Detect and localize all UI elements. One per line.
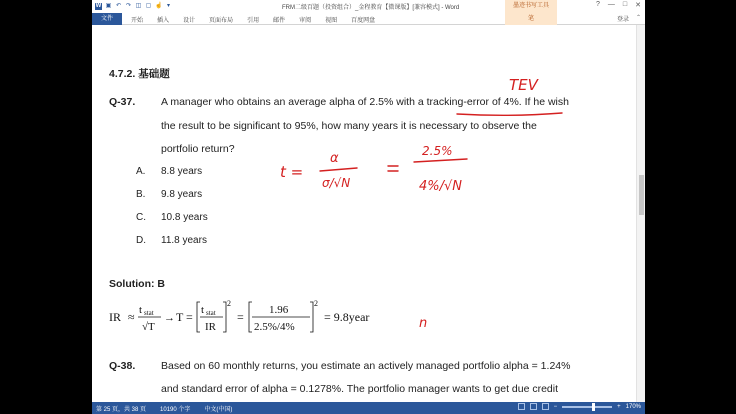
help-button[interactable]: ? <box>595 1 600 8</box>
word-logo-icon: W <box>95 3 102 9</box>
zoom-out-icon[interactable]: − <box>553 403 558 410</box>
option-c-letter: C. <box>136 212 146 223</box>
option-c-text: 10.8 years <box>161 212 208 223</box>
formula-approx: ≈ <box>128 310 135 324</box>
ink-fraction-bar-2 <box>414 159 467 162</box>
zoom-slider-knob[interactable] <box>592 403 595 411</box>
maximize-button[interactable]: □ <box>622 1 628 8</box>
document-page[interactable] <box>92 25 636 402</box>
web-layout-icon[interactable] <box>542 403 549 410</box>
option-d-text: 11.8 years <box>161 235 207 246</box>
zoom-slider[interactable] <box>562 406 612 408</box>
tab-file[interactable]: 文件 <box>92 13 122 25</box>
tab-design[interactable]: 设计 <box>183 17 196 24</box>
minimize-button[interactable]: — <box>607 1 615 8</box>
contextual-tab-title: 墨迹书写工具 <box>505 0 557 13</box>
option-d-letter: D. <box>136 235 146 246</box>
ribbon-tab-bar <box>92 13 645 25</box>
question-number-38: Q-38. <box>109 360 136 372</box>
tab-review[interactable]: 审阅 <box>299 17 312 24</box>
tab-view[interactable]: 视图 <box>325 17 338 24</box>
formula-square-2: 2 <box>314 299 318 308</box>
close-button[interactable]: ✕ <box>635 2 641 9</box>
status-right-group <box>518 403 641 410</box>
question-37-line-1: A manager who obtains an average alpha of 2.5% with a tracking-error of 4%. If he wish <box>161 96 569 108</box>
ink-denominator: 4%/√N <box>419 179 463 194</box>
formula-square-1: 2 <box>227 299 231 308</box>
tab-references[interactable]: 引用 <box>247 17 260 24</box>
section-title: 4.7.2. 基础题 <box>109 68 170 80</box>
tab-home[interactable]: 开始 <box>131 17 144 24</box>
scrollbar-thumb[interactable] <box>639 175 644 215</box>
read-mode-icon[interactable] <box>518 403 525 410</box>
formula-sqrt-t: √T <box>142 321 155 333</box>
login-link[interactable]: 登录 <box>616 17 629 23</box>
quick-access-toolbar <box>92 3 172 10</box>
question-number-37: Q-37. <box>109 96 136 108</box>
page-count[interactable]: 第 25 页，共 38 页 <box>96 406 147 413</box>
ink-numerator: 2.5% <box>422 144 453 158</box>
tab-layout[interactable]: 页面布局 <box>209 17 234 24</box>
ink-tev: TEV <box>509 76 538 94</box>
word-count[interactable]: 10190 个字 <box>160 406 191 413</box>
ink-sigma-sqrt-n: σ/√N <box>322 176 351 190</box>
ink-t-equals: t = <box>280 163 304 181</box>
title-bar <box>92 0 645 13</box>
question-37-line-3: portfolio return? <box>161 143 235 155</box>
touch-mode-icon[interactable]: ☝ <box>155 3 163 9</box>
customize-qa-icon[interactable]: ▾ <box>166 3 170 9</box>
option-b-letter: B. <box>136 189 146 200</box>
question-38-line-2: and standard error of alpha = 0.1278%. The portfolio manager wants to get due credit <box>161 383 559 395</box>
ink-equals <box>388 166 398 171</box>
tab-pen[interactable]: 笔 <box>505 13 557 25</box>
window-controls <box>596 1 641 9</box>
undo-icon[interactable]: ↶ <box>115 3 122 9</box>
formula-tstat-sub: stat <box>144 309 154 317</box>
ink-annotations <box>92 25 636 402</box>
ink-underline <box>457 113 562 115</box>
formula-tstat-2: t <box>201 304 205 316</box>
status-bar <box>92 402 645 414</box>
formula-eq-1: = <box>186 310 193 324</box>
formula-arrow: → <box>164 312 175 324</box>
tab-insert[interactable]: 插入 <box>157 17 170 24</box>
vertical-scrollbar[interactable] <box>636 25 645 402</box>
formula-t: T <box>176 310 184 324</box>
option-a-letter: A. <box>136 166 146 177</box>
zoom-in-icon[interactable]: + <box>617 403 621 410</box>
formula-tstat-sub-2: stat <box>206 309 216 317</box>
option-b-text: 9.8 years <box>161 189 203 200</box>
ribbon-tabs <box>124 13 382 25</box>
ink-fraction-bar-1 <box>320 168 357 171</box>
zoom-level[interactable]: 170% <box>625 403 641 410</box>
formula-eq-2: = <box>237 310 244 324</box>
tab-mailings[interactable]: 邮件 <box>273 17 286 24</box>
formula-ir-2: IR <box>205 321 216 333</box>
formula-numerator: 1.96 <box>269 304 289 316</box>
formula-tstat: t <box>139 304 143 316</box>
ink-alpha: α <box>330 151 339 166</box>
redo-icon[interactable]: ↷ <box>125 3 132 9</box>
print-layout-icon[interactable] <box>530 403 537 410</box>
ink-n: n <box>419 316 428 331</box>
formula-ir: IR <box>109 310 121 324</box>
question-37-line-2: the result to be significant to 95%, how many years it is necessary to observe the <box>161 120 537 132</box>
formula-denominator: 2.5%/4% <box>254 321 295 333</box>
language-indicator[interactable]: 中文(中国) <box>204 406 233 413</box>
ribbon-collapse-icon[interactable]: ⌃ <box>635 15 641 21</box>
solution-label: Solution: B <box>109 278 165 290</box>
formula-result: = 9.8year <box>324 310 370 324</box>
question-38-line-1: Based on 60 monthly returns, you estimate an actively managed portfolio alpha = 1.24% <box>161 360 571 372</box>
print-preview-icon[interactable]: ◫ <box>135 3 142 9</box>
new-doc-icon[interactable]: ▢ <box>145 3 152 9</box>
document-area[interactable] <box>92 25 645 402</box>
window-title: FRM二级百题（投资组合）_金程教育【微课版】[兼容模式] - Word <box>282 5 460 11</box>
save-icon[interactable]: ▣ <box>105 3 112 9</box>
tab-baidu-netdisk[interactable]: 百度网盘 <box>351 17 376 24</box>
option-a-text: 8.8 years <box>161 166 203 177</box>
